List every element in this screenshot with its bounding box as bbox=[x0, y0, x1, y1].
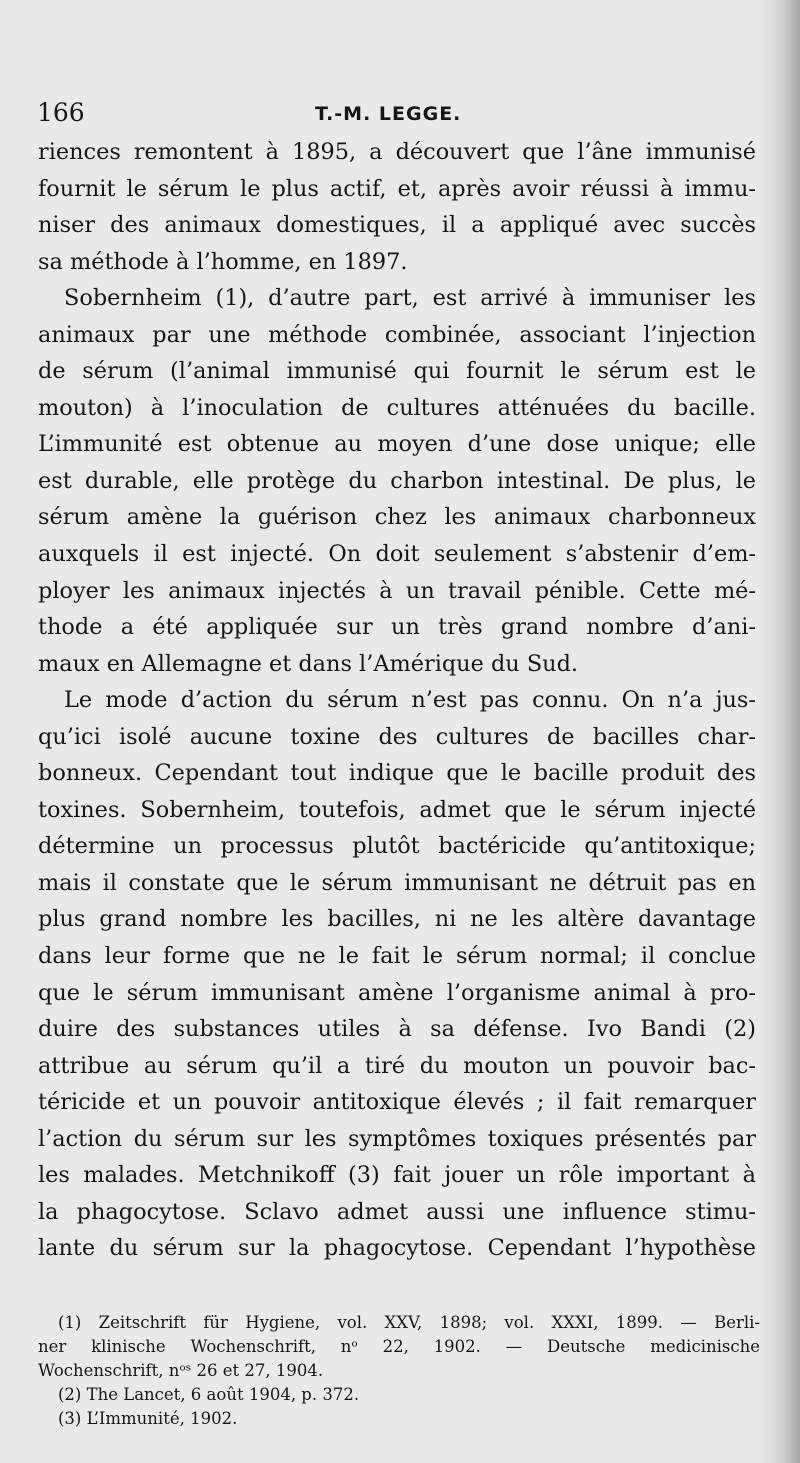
footnote-line: (3) L’Immunité, 1902. bbox=[58, 1409, 238, 1428]
footnote-line: (1) Zeitschrift für Hygiene, vol. XXV, 1898; vol. XXXI, 1899. — Berli- bbox=[58, 1313, 760, 1332]
text-line: ployer les animaux injectés à un travail pénible. Cette mé- bbox=[38, 577, 756, 604]
footnotes bbox=[38, 1311, 760, 1431]
text-line: plus grand nombre les bacilles, ni ne les altère davantage bbox=[38, 906, 756, 933]
text-line: bonneux. Cependant tout indique que le bacille produit des bbox=[38, 760, 756, 787]
footnote-line: (2) The Lancet, 6 août 1904, p. 372. bbox=[58, 1385, 360, 1404]
text-line: la phagocytose. Sclavo admet aussi une influence stimu- bbox=[38, 1198, 756, 1225]
text-line: téricide et un pouvoir antitoxique élevés ; il fait remarquer bbox=[38, 1089, 756, 1116]
page-edge-shadow bbox=[760, 0, 800, 1463]
text-line: qu’ici isolé aucune toxine des cultures de bacilles char- bbox=[38, 723, 756, 750]
text-line: attribue au sérum qu’il a tiré du mouton un pouvoir bac- bbox=[38, 1052, 756, 1079]
body-text bbox=[38, 134, 756, 1267]
text-line: niser des animaux domestiques, il a appliqué avec succès bbox=[38, 212, 756, 239]
running-head: T.-M. LEGGE. bbox=[315, 103, 462, 125]
text-line: Sobernheim (1), d’autre part, est arrivé à immuniser les bbox=[64, 285, 756, 312]
text-line: duire des substances utiles à sa défense. Ivo Bandi (2) bbox=[38, 1016, 756, 1043]
text-line: L’immunité est obtenue au moyen d’une dose unique; elle bbox=[38, 431, 756, 458]
text-line: que le sérum immunisant amène l’organisme animal à pro- bbox=[38, 979, 756, 1006]
footnote-line: Wochenschrift, nᵒˢ 26 et 27, 1904. bbox=[38, 1361, 324, 1380]
text-line: les malades. Metchnikoff (3) fait jouer un rôle important à bbox=[38, 1162, 756, 1189]
text-line: Le mode d’action du sérum n’est pas connu. On n’a jus- bbox=[64, 687, 756, 714]
text-line: thode a été appliquée sur un très grand nombre d’ani- bbox=[38, 614, 756, 641]
text-line: animaux par une méthode combinée, associant l’injection bbox=[38, 321, 756, 348]
text-line: dans leur forme que ne le fait le sérum normal; il conclue bbox=[38, 943, 756, 970]
page-header bbox=[37, 98, 737, 128]
text-line: de sérum (l’animal immunisé qui fournit le sérum est le bbox=[38, 358, 756, 385]
text-line: sa méthode à l’homme, en 1897. bbox=[38, 248, 408, 275]
footnote-line: ner klinische Wochenschrift, nᵒ 22, 1902. — Deutsche medicinische bbox=[38, 1337, 760, 1356]
text-line: mouton) à l’inoculation de cultures atténuées du bacille. bbox=[38, 394, 756, 421]
text-line: détermine un processus plutôt bactéricide qu’antitoxique; bbox=[38, 833, 756, 860]
text-line: riences remontent à 1895, a découvert que l’âne immunisé bbox=[38, 139, 756, 165]
text-line: maux en Allemagne et dans l’Amérique du Sud. bbox=[38, 650, 579, 677]
text-line: est durable, elle protège du charbon intestinal. De plus, le bbox=[38, 467, 756, 494]
text-line: fournit le sérum le plus actif, et, après avoir réussi à immu- bbox=[38, 175, 756, 202]
text-line: lante du sérum sur la phagocytose. Cependant l’hypothèse bbox=[38, 1235, 756, 1262]
text-line: mais il constate que le sérum immunisant ne détruit pas en bbox=[38, 869, 756, 896]
page-number: 166 bbox=[37, 98, 85, 127]
text-line: l’action du sérum sur les symptômes toxiques présentés par bbox=[38, 1125, 756, 1152]
text-line: toxines. Sobernheim, toutefois, admet que le sérum injecté bbox=[38, 796, 756, 823]
text-line: auxquels il est injecté. On doit seulement s’abstenir d’em- bbox=[38, 541, 756, 568]
text-line: sérum amène la guérison chez les animaux charbonneux bbox=[38, 504, 756, 531]
